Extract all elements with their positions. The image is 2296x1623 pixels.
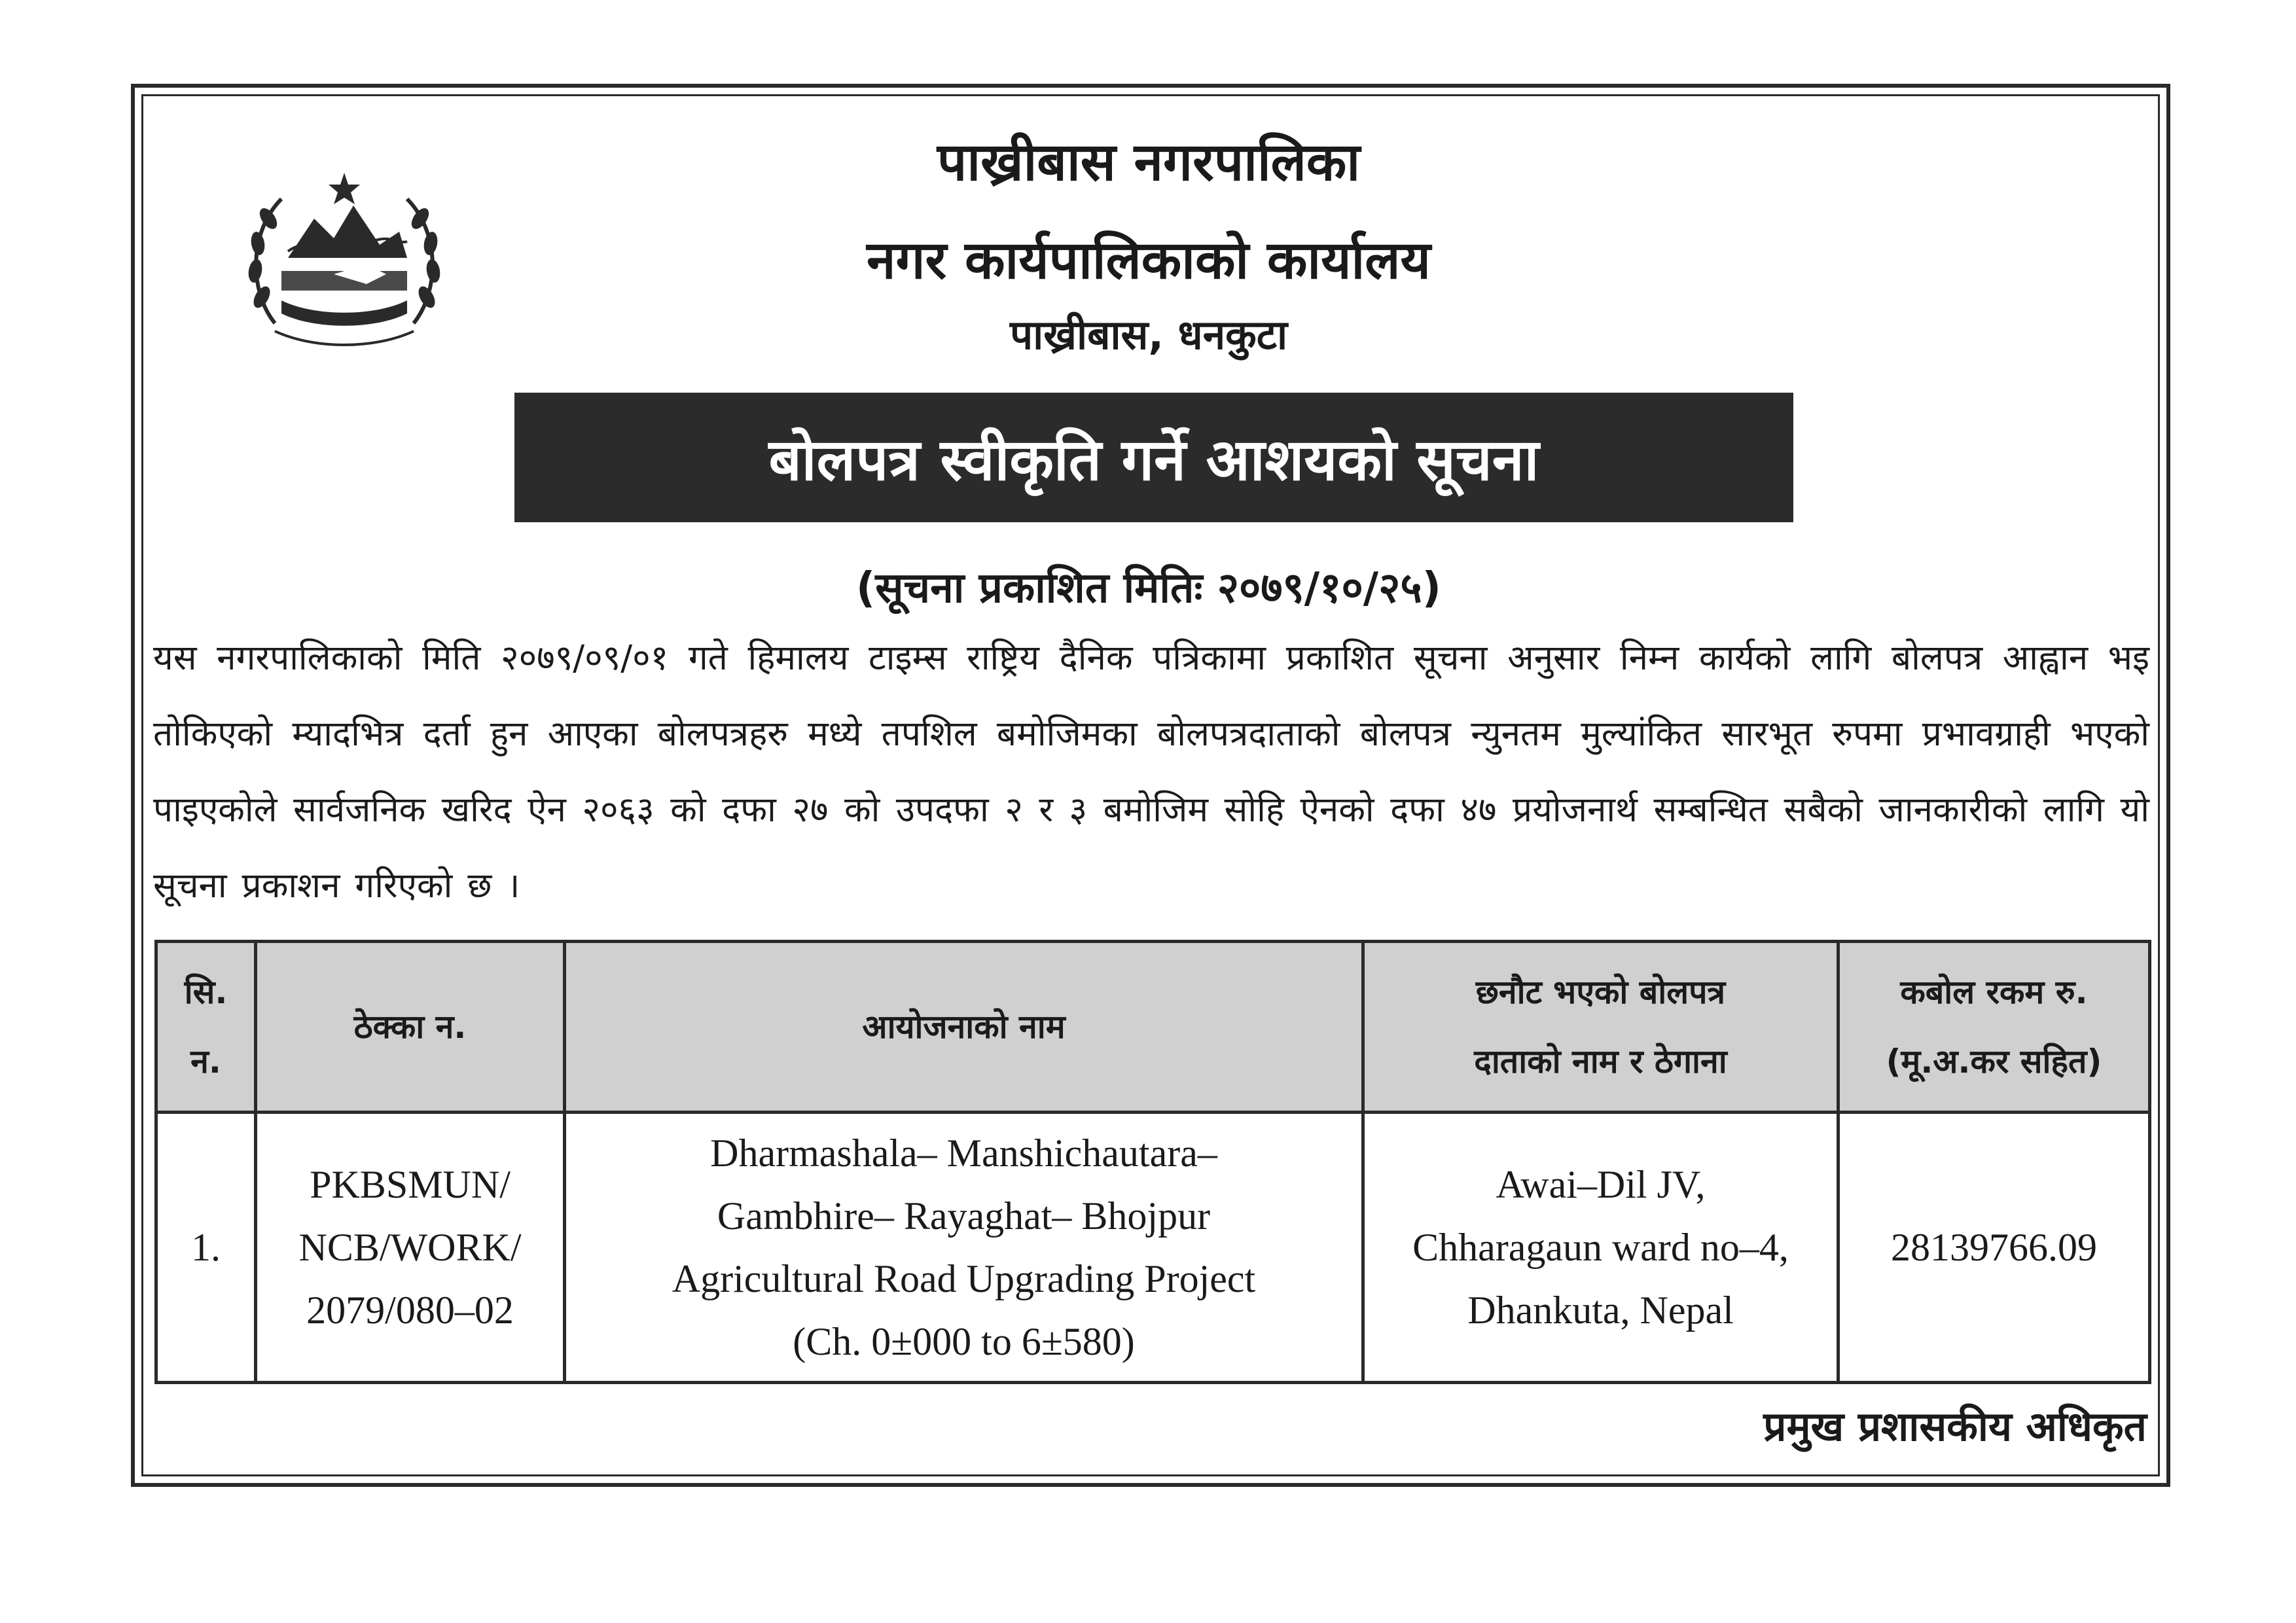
office-name: नगर कार्यपालिकाको कार्यालय: [867, 230, 1431, 291]
serial-number: 1.: [191, 1226, 221, 1269]
award-table: [154, 940, 2151, 1384]
cell-contract-number: [256, 1113, 565, 1383]
publication-date: (सूचना प्रकाशित मितिः २०७९/१०/२५): [856, 564, 1441, 613]
header-contract-number: [256, 942, 565, 1113]
municipality-name: पाख्रीबास नगरपालिका: [937, 132, 1361, 192]
table-header-row: [156, 942, 2150, 1113]
header-bidder: [1363, 942, 1839, 1113]
header-bidder-line-2: दाताको नाम र ठेगाना: [1474, 1043, 1727, 1080]
cell-bid-amount: [1839, 1113, 2150, 1383]
notice-body: यस नगरपालिकाको मिति २०७९/०९/०१ गते हिमालय टाइम्स राष्ट्रिय दैनिक पत्रिकामा प्रकाशित सूचना अनुसार निम्न कार्यको लागि बोलपत्र आह्वान भइ तोकिएको म्यादभित्र दर्ता हुन आएका बोलपत्रहरु मध्ये तपशिल बमोजिमका बोलपत्रदाताको बोलपत्र न्युनतम मुल्यांकित सारभूत रुपमा प्रभावग्राही भएको पाइएकोले सार्वजनिक खरिद ऐन २०६३ को दफा २७ को उपदफा २ र ३ बमोजिम सोहि ऐनको दफा ४७ प्रयोजनार्थ सम्बन्धित सबैको जानकारीको लागि यो सूचना प्रकाशन गरिएको छ ।: [153, 638, 2149, 906]
project-line-2: Gambhire– Rayaghat– Bhojpur: [717, 1194, 1211, 1238]
contract-line-2: NCB/WORK/: [298, 1226, 522, 1269]
cell-project-name: [565, 1113, 1363, 1383]
office-address: पाख्रीबास, धनकुटा: [1009, 311, 1288, 359]
notice-title-banner: [514, 393, 1793, 522]
cell-bidder: [1363, 1113, 1839, 1383]
header-project-name: [565, 942, 1363, 1113]
bidder-line-3: Dhankuta, Nepal: [1467, 1289, 1734, 1332]
bidder-line-2: Chharagaun ward no–4,: [1412, 1226, 1789, 1269]
header-serial-line-1: सि.: [184, 973, 228, 1011]
project-line-4: (Ch. 0±000 to 6±580): [793, 1320, 1135, 1363]
contract-line-1: PKBSMUN/: [310, 1163, 511, 1206]
header-bidder-line-1: छनौट भएको बोलपत्र: [1475, 973, 1726, 1011]
header-project-label: आयोजनाको नाम: [862, 1008, 1066, 1046]
bid-amount: 28139766.09: [1891, 1226, 2097, 1269]
signatory-title: प्रमुख प्रशासकीय अधिकृत: [1763, 1402, 2147, 1450]
table-row: [156, 1113, 2150, 1383]
notice-title: बोलपत्र स्वीकृति गर्ने आशयको सूचना: [768, 426, 1539, 493]
header-amount-line-1: कबोल रकम रु.: [1900, 973, 2088, 1011]
bidder-line-1: Awai–Dil JV,: [1496, 1163, 1706, 1206]
contract-line-3: 2079/080–02: [306, 1289, 514, 1332]
header-serial-line-2: न.: [190, 1043, 221, 1080]
project-line-1: Dharmashala– Manshichautara–: [710, 1132, 1217, 1175]
cell-serial-number: [156, 1113, 256, 1383]
header-bid-amount: [1839, 942, 2150, 1113]
header-amount-line-2: (मू.अ.कर सहित): [1886, 1043, 2102, 1080]
header-serial-number: [156, 942, 256, 1113]
project-line-3: Agricultural Road Upgrading Project: [672, 1257, 1256, 1300]
header-contract-label: ठेक्का न.: [353, 1008, 467, 1046]
